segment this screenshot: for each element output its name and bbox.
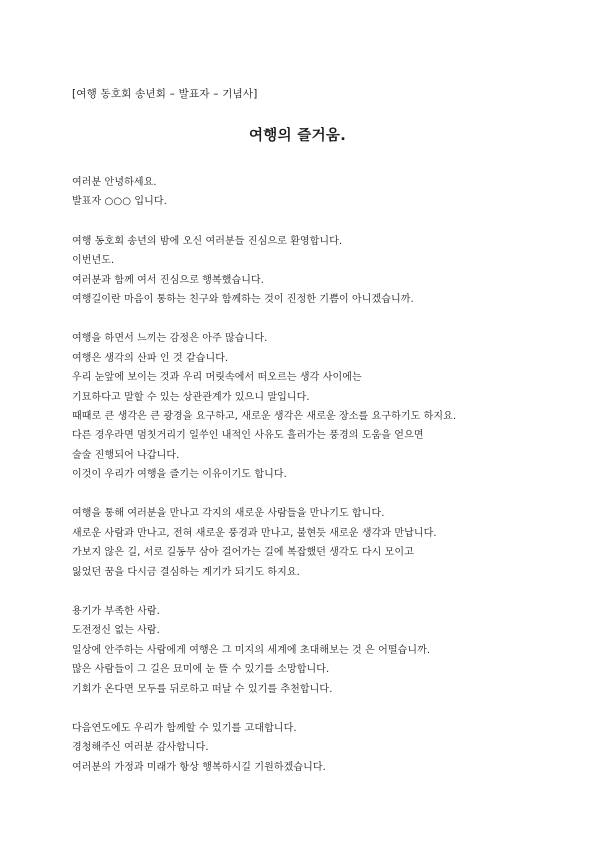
text-line: 많은 사람들이 그 길은 묘미에 눈 뜰 수 있기를 소망합니다. xyxy=(72,664,330,676)
text-line: 여러분과 함께 여서 진심으로 행복했습니다. xyxy=(72,274,265,286)
text-line: 다른 경우라면 멈칫거리기 일쑤인 내적인 사유도 흘러가는 풍경의 도움을 얻으면 xyxy=(72,430,424,442)
text-line: 여행길이란 마음이 통하는 친구와 함께하는 것이 진정한 기쁨이 아니겠습니까. xyxy=(72,293,414,305)
paragraph xyxy=(72,719,542,777)
paragraph xyxy=(72,602,542,699)
document-body xyxy=(72,173,542,797)
paragraph xyxy=(72,232,542,310)
text-line: 기회가 온다면 모두를 뒤로하고 떠날 수 있기를 추천합니다. xyxy=(72,683,333,695)
text-line: 경청해주신 여러분 감사합니다. xyxy=(72,742,209,754)
text-line: 발표자 ○○○ 입니다. xyxy=(72,196,167,208)
text-line: 이것이 우리가 여행을 즐기는 이유이기도 합니다. xyxy=(72,469,287,481)
text-line: 잃었던 꿈을 다시금 결심하는 계기가 되기도 하지요. xyxy=(72,566,300,578)
text-line: 여러분 안녕하세요. xyxy=(72,177,157,188)
text-line: 여행은 생각의 산파 인 것 같습니다. xyxy=(72,352,229,364)
paragraph xyxy=(72,173,542,212)
paragraph xyxy=(72,504,542,582)
text-line: 때때로 큰 생각은 큰 광경을 요구하고, 새로운 생각은 새로운 장소를 요구하기도 하지요. xyxy=(72,410,457,422)
text-line: 기묘하다고 말할 수 있는 상관관계가 있으니 말입니다. xyxy=(72,391,310,403)
text-line: 가보지 않은 길, 서로 길동무 삼아 걸어가는 길에 복잡했던 생각도 다시 모이고 xyxy=(72,547,414,559)
text-line: 이번년도. xyxy=(72,255,115,267)
paragraph xyxy=(72,329,542,484)
text-line: 일상에 안주하는 사람에게 여행은 그 미지의 세계에 초대해보는 것 은 어떨습니까. xyxy=(72,644,431,656)
text-line: 새로운 사람과 만나고, 전혀 새로운 풍경과 만나고, 불현듯 새로운 생각과 만납니다. xyxy=(72,527,437,539)
text-line: 여행을 통해 여러분을 만나고 각지의 새로운 사람들을 만나기도 합니다. xyxy=(72,508,385,520)
page-title: 여행의 즐거움. xyxy=(249,128,346,144)
text-line: 여러분의 가정과 미래가 항상 행복하시길 기원하겠습니다. xyxy=(72,761,326,773)
text-line: 여행을 하면서 느끼는 감정은 아주 많습니다. xyxy=(72,333,268,345)
text-line: 술술 진행되어 나갑니다. xyxy=(72,449,180,461)
header-tag: [여행 동호회 송년회 – 발표자 – 기념사] xyxy=(72,88,258,100)
text-line: 도전정신 없는 사람. xyxy=(72,625,160,637)
text-line: 용기가 부족한 사람. xyxy=(72,606,160,618)
text-line: 여행 동호회 송년의 밤에 오신 여러분들 진심으로 환영합니다. xyxy=(72,235,343,247)
text-line: 다음연도에도 우리가 함께할 수 있기를 고대합니다. xyxy=(72,722,297,734)
text-line: 우리 눈앞에 보이는 것과 우리 머릿속에서 떠오르는 생각 사이에는 xyxy=(72,372,362,384)
